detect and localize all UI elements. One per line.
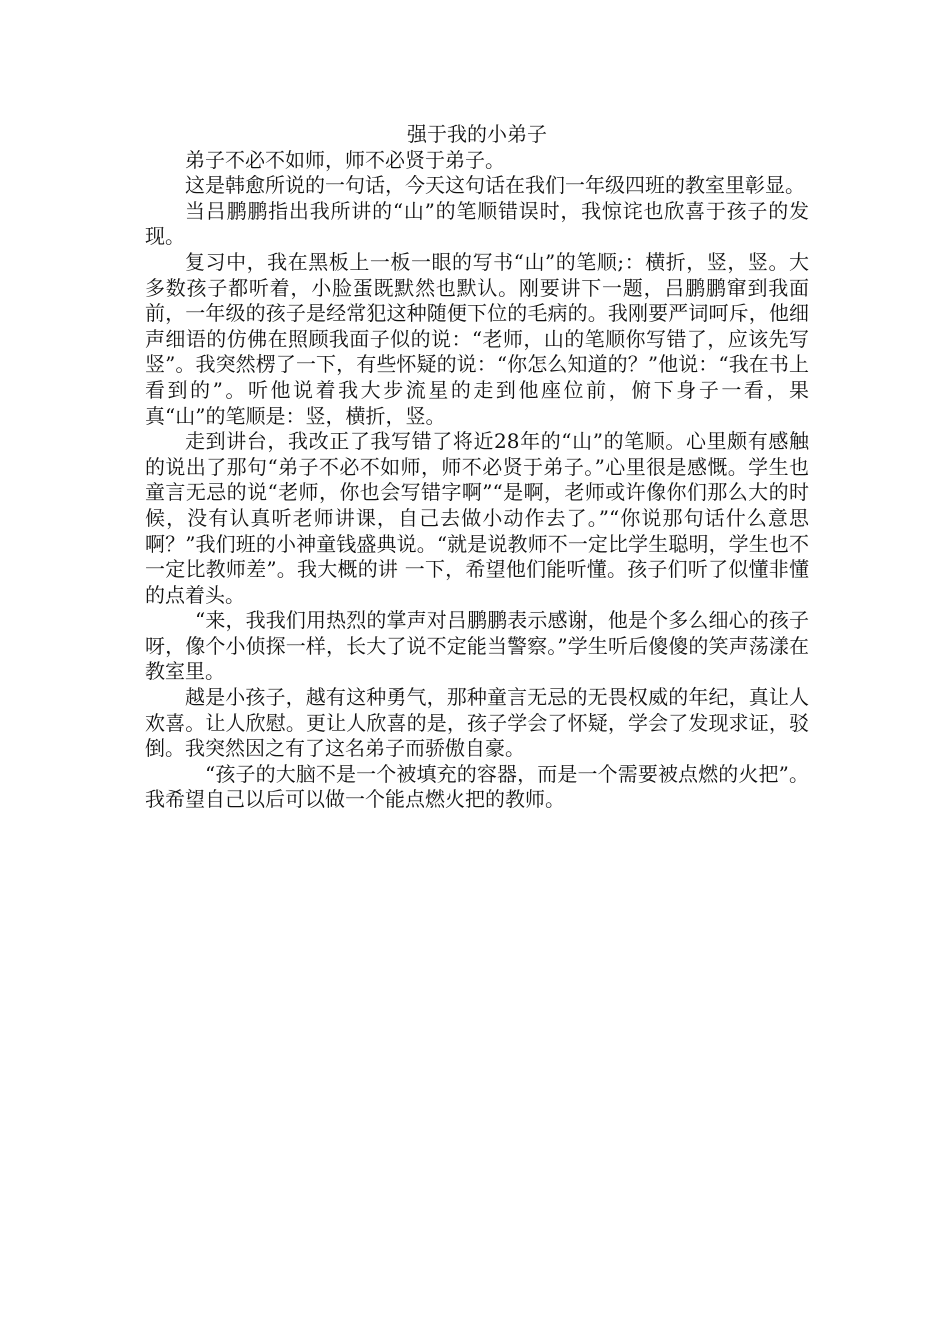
document-body — [145, 122, 809, 813]
paragraph-8: “孩子的大脑不是一个被填充的容器，而是一个需要被点燃的火把”。我希望自己以后可以做一个能点燃火把的教师。 — [145, 761, 809, 812]
document-title: 强于我的小弟子 — [407, 122, 547, 146]
paragraph-5: 走到讲台，我改正了我写错了将近28年的“山”的笔顺。心里颇有感触的说出了那句“弟子不必不如师，师不必贤于弟子。”心里很是感慨。学生也童言无忌的说“老师，你也会写错字啊”“是啊，老师或许像你们那么大的时候，没有认真听老师讲课，自己去做小动作去了。”“你说那句话什么意思啊？”我们班的小神童钱盛典说。“就是说教师不一定比学生聪明，学生也不一定比教师差”。我大概的讲 一下，希望他们能听懂。孩子们听了似懂非懂的点着头。 — [145, 429, 809, 607]
paragraph-2: 这是韩愈所说的一句话，今天这句话在我们一年级四班的教室里彰显。 — [185, 173, 805, 198]
paragraph-7: 越是小孩子，越有这种勇气，那种童言无忌的无畏权威的年纪，真让人欢喜。让人欣慰。更让人欣喜的是，孩子学会了怀疑，学会了发现求证，驳倒。我突然因之有了这名弟子而骄傲自豪。 — [145, 685, 809, 761]
paragraph-6: “来，我我们用热烈的掌声对吕鹏鹏表示感谢，他是个多么细心的孩子呀，像个小侦探一样，长大了说不定能当警察。”学生听后傻傻的笑声荡漾在教室里。 — [145, 608, 809, 684]
paragraph-4: 复习中，我在黑板上一板一眼的写书“山”的笔顺;：横折，竖，竖。大多数孩子都听着，小脸蛋既默然也默认。刚要讲下一题，吕鹏鹏窜到我面前，一年级的孩子是经常犯这种随便下位的毛病的。我刚要严词呵斥，他细声细语的仿佛在照顾我面子似的说：“老师，山的笔顺你写错了，应该先写竖”。我突然楞了一下，有些怀疑的说：“你怎么知道的？”他说：“我在书上看到的”。听他说着我大步流星的走到他座位前，俯下身子一看，果真“山”的笔顺是：竖，横折，竖。 — [145, 249, 809, 428]
paragraph-3: 当吕鹏鹏指出我所讲的“山”的笔顺错误时，我惊诧也欣喜于孩子的发现。 — [145, 198, 809, 249]
paragraph-1: 弟子不必不如师，师不必贤于弟子。 — [185, 147, 505, 172]
